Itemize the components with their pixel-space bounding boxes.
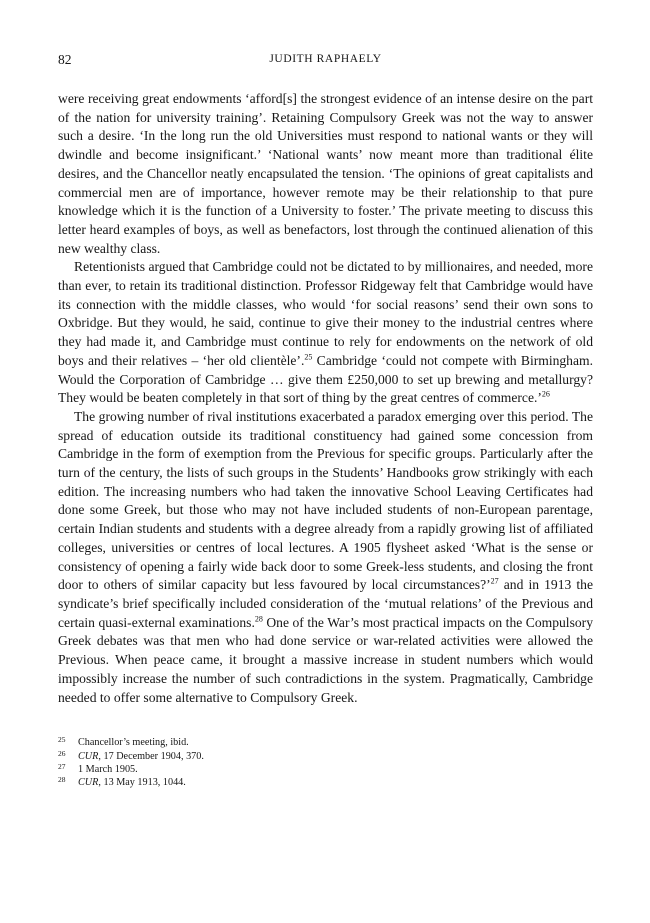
paragraph-2 — [58, 258, 593, 408]
paragraph-3-text-c: One of the War’s most practical impacts on the Compulsory Greek debates was that men who had done service or war-related activities were allowed the Previous. When peace came, it brought a massive increase in student numbers which would impossibly increase the number of such contradictions in the system. Pragmatically, Cambridge needed to offer some alternative to Compulsory Greek. — [58, 614, 593, 705]
footnote-mark: 27 — [58, 761, 66, 771]
footnote-text — [78, 736, 189, 749]
paragraph-1 — [58, 90, 593, 258]
footnote-body: 1 March 1905. — [78, 763, 138, 775]
footnote-text — [78, 776, 186, 789]
paragraph-3-text-b: and in 1913 the syndicate’s brief specifically included consideration of the ‘mutual relations’ of the Previous and certain quasi-external examinations. — [58, 577, 593, 630]
footnote-mark: 25 — [58, 735, 66, 745]
footnote-28 — [58, 776, 593, 789]
page-header — [58, 52, 593, 74]
footnote-italic: CUR — [78, 750, 99, 762]
footnote-27 — [58, 763, 593, 776]
footnote-mark: 26 — [58, 748, 66, 758]
footnotes — [58, 736, 593, 789]
paragraph-2-text-b: Cambridge ‘could not compete with Birmingham. Would the Corporation of Cambridge … give them £250,000 to set up brewing and metallurgy? They would be beaten completely in that sort of thing by the great centres of commerce.’ — [58, 352, 593, 406]
page-number: 82 — [58, 52, 72, 67]
footnote-ref-26[interactable]: 26 — [541, 389, 550, 399]
footnote-body: , 13 May 1913, 1044. — [98, 777, 186, 789]
footnote-mark: 28 — [58, 775, 66, 785]
footnote-text — [78, 750, 204, 763]
footnote-25 — [58, 736, 593, 749]
footnote-26 — [58, 750, 593, 763]
footnote-body: Chancellor’s meeting, ibid. — [78, 737, 189, 749]
footnote-ref-28[interactable]: 28 — [254, 614, 263, 624]
book-page — [58, 52, 593, 789]
running-head: JUDITH RAPHAELY — [269, 53, 382, 65]
footnote-ref-27[interactable]: 27 — [490, 576, 499, 586]
footnote-ref-25[interactable]: 25 — [304, 352, 313, 362]
footnote-text — [78, 763, 138, 776]
paragraph-3-text-a: The growing number of rival institutions exacerbated a paradox emerging over this period. The spread of education outside its traditional constituency had gained some concession from Cambridge in the form of exemption from the Previous for specific groups. Particularly after the turn of the century, the lists of such groups in the Students’ Handbooks grow strikingly with each edition. The increasing numbers who had taken the innovative School Leaving Certificates had done some Greek, but those who may not have included students of non-European parentage, certain Indian students and students with a degree already from a rapidly growing list of affiliated colleges, universities or centres of local lectures. A 1905 flysheet asked ‘What is the sense or consistency of opening a fairly wide back door to some Greek-less students, and closing the front door to others of similar capacity but less favoured by local circumstances?’ — [58, 408, 593, 593]
footnote-italic: CUR — [78, 777, 99, 789]
footnote-body: , 17 December 1904, 370. — [98, 750, 204, 762]
paragraph-2-text-a: Retentionists argued that Cambridge could not be dictated to by millionaires, and needed, more than ever, to retain its traditional distinction. Professor Ridgeway felt that Cambridge would have its connection with the middle classes, who would ‘for social reasons’ send their own sons to Oxbridge. But they would, he said, continue to give their money to the industrial centres where they had made it, and Cambridge must continue to rely for endowments on the network of old boys and their relatives – ‘her old clientèle’. — [58, 259, 593, 368]
paragraph-1-text: were receiving great endowments ‘afford[s] the strongest evidence of an intense desire on the part of the nation for university training’. Retaining Compulsory Greek was not the way to answer such a desire. ‘In the long run the old Universities must respond to national wants or they will dwindle and become insignificant.’ ‘National wants’ now meant more than traditional élite desires, and the Chancellor neatly encapsulated the tension. ‘The opinions of great capitalists and commercial men are of importance, however remote may be their relationship to that pure knowledge which it is the function of a University to foster.’ The private meeting to discuss this letter heard examples of boys, as well as benefactors, lost through the continued alienation of this new wealthy class. — [58, 91, 593, 256]
body-text — [58, 90, 593, 707]
paragraph-3 — [58, 408, 593, 707]
